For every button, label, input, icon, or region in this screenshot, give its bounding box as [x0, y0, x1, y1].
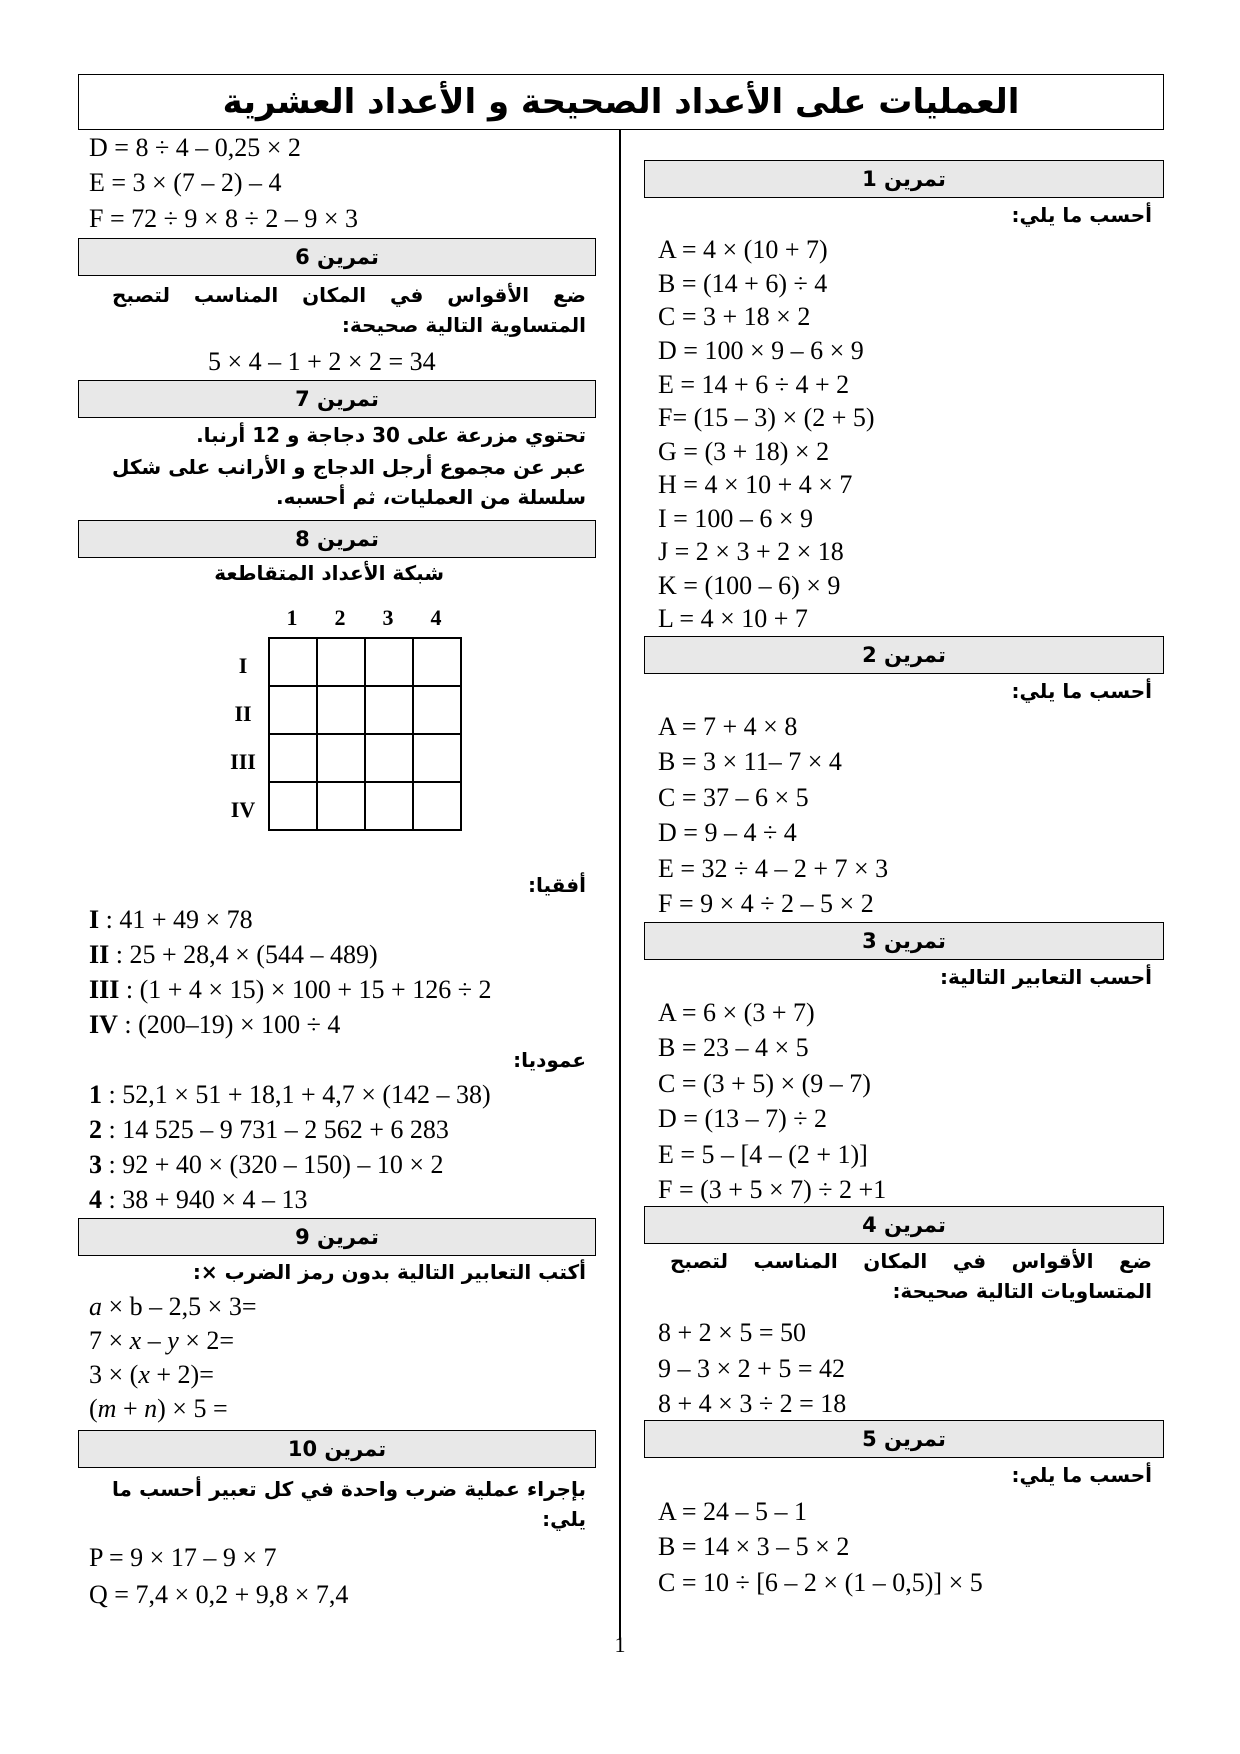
expr: + 2)= — [149, 1360, 214, 1389]
ex1-line-G: G = (3 + 18) × 2 — [658, 437, 830, 466]
grid-cell[interactable] — [413, 734, 461, 782]
grid-col-label-1: 1 — [286, 605, 298, 630]
grid-cell[interactable] — [269, 686, 317, 734]
exercise-8-header: تمرين 8 — [78, 520, 596, 558]
expr: + — [116, 1394, 145, 1423]
ex5-line-D: D = 8 ÷ 4 – 0,25 × 2 — [89, 133, 301, 162]
crossnumber-grid — [268, 637, 462, 831]
page-number: 1 — [614, 1632, 626, 1657]
clue-expression: : (1 + 4 × 15) × 100 + 15 + 126 ÷ 2 — [119, 975, 492, 1004]
ex1-line-A: A = 4 × (10 + 7) — [658, 235, 828, 264]
clue-expression: : 14 525 – 9 731 – 2 562 + 6 283 — [102, 1115, 449, 1144]
horizontal-clue-IV — [89, 1010, 340, 1040]
ex10-line-Q: Q = 7,4 × 0,2 + 9,8 × 7,4 — [89, 1580, 349, 1609]
clue-expression: : 25 + 28,4 × (544 – 489) — [109, 940, 378, 969]
clue-label: 1 — [89, 1080, 102, 1109]
grid-cell[interactable] — [365, 686, 413, 734]
ex1-line-F: F= (15 – 3) × (2 + 5) — [658, 403, 875, 432]
ex5-line-B: B = 14 × 3 – 5 × 2 — [658, 1532, 850, 1561]
exercise-7-text-2: عبر عن مجموع أرجل الدجاج و الأرانب على شكل سلسلة من العمليات، ثم أحسبه. — [112, 455, 586, 509]
ex2-line-B: B = 3 × 11– 7 × 4 — [658, 747, 842, 776]
grid-row — [269, 638, 461, 686]
ex5-line-A: A = 24 – 5 – 1 — [658, 1497, 808, 1526]
grid-cell[interactable] — [413, 686, 461, 734]
horizontal-clue-II — [89, 940, 378, 970]
exercise-4-instruction: ضع الأقواس في المكان المناسب لتصبح المتساويات التالية صحيحة: — [670, 1249, 1152, 1303]
ex2-line-D: D = 9 – 4 ÷ 4 — [658, 818, 797, 847]
clue-expression: : 52,1 × 51 + 18,1 + 4,7 × (142 – 38) — [102, 1080, 491, 1109]
clue-expression: : (200–19) × 100 ÷ 4 — [117, 1010, 341, 1039]
grid-row — [269, 782, 461, 830]
vertical-clue-4 — [89, 1185, 308, 1215]
var: a — [89, 1292, 102, 1321]
ex1-line-D: D = 100 × 9 – 6 × 9 — [658, 336, 864, 365]
clue-label: 3 — [89, 1150, 102, 1179]
exercise-10-header: تمرين 10 — [78, 1430, 596, 1468]
ex9-line-2 — [89, 1326, 234, 1356]
exercise-7-text-1: تحتوي مزرعة على 30 دجاجة و 12 أرنبا. — [196, 423, 586, 447]
ex1-line-J: J = 2 × 3 + 2 × 18 — [658, 537, 844, 566]
exercise-5-header: تمرين 5 — [644, 1420, 1164, 1458]
clue-label: II — [89, 940, 110, 969]
grid-col-label-2: 2 — [334, 605, 346, 630]
exercise-2-header: تمرين 2 — [644, 636, 1164, 674]
grid-row-label-III: III — [230, 749, 256, 774]
vertical-clue-2 — [89, 1115, 449, 1145]
expr: – — [141, 1326, 168, 1355]
exercise-7-header: تمرين 7 — [78, 380, 596, 418]
ex9-line-1 — [89, 1292, 257, 1322]
ex3-line-B: B = 23 – 4 × 5 — [658, 1033, 809, 1062]
exercise-9-instruction: أكتب التعابير التالية بدون رمز الضرب ×: — [192, 1260, 586, 1284]
ex4-line-3: 8 + 4 × 3 ÷ 2 = 18 — [658, 1389, 847, 1418]
ex5-line-F: F = 72 ÷ 9 × 8 ÷ 2 – 9 × 3 — [89, 204, 358, 233]
clue-label: I — [89, 905, 100, 934]
ex3-line-F: F = (3 + 5 × 7) ÷ 2 +1 — [658, 1175, 887, 1204]
exercise-1-header: تمرين 1 — [644, 160, 1164, 198]
grid-cell[interactable] — [317, 638, 365, 686]
exercise-6-header: تمرين 6 — [78, 238, 596, 276]
ex2-line-C: C = 37 – 6 × 5 — [658, 783, 809, 812]
grid-cell[interactable] — [317, 734, 365, 782]
ex1-line-C: C = 3 + 18 × 2 — [658, 302, 811, 331]
grid-cell[interactable] — [413, 782, 461, 830]
var: m — [97, 1394, 117, 1423]
grid-cell[interactable] — [317, 686, 365, 734]
exercise-5-instruction: أحسب ما يلي: — [1011, 1463, 1152, 1487]
ex4-line-1: 8 + 2 × 5 = 50 — [658, 1318, 806, 1347]
var: n — [144, 1394, 158, 1423]
ex1-line-L: L = 4 × 10 + 7 — [658, 604, 808, 633]
ex1-line-E: E = 14 + 6 ÷ 4 + 2 — [658, 370, 850, 399]
grid-row — [269, 734, 461, 782]
grid-cell[interactable] — [269, 782, 317, 830]
vertical-title: عموديا: — [513, 1048, 586, 1072]
ex1-line-B: B = (14 + 6) ÷ 4 — [658, 269, 828, 298]
clue-label: IV — [89, 1010, 118, 1039]
var: x — [129, 1326, 142, 1355]
ex3-line-A: A = 6 × (3 + 7) — [658, 998, 815, 1027]
ex1-line-H: H = 4 × 10 + 4 × 7 — [658, 470, 853, 499]
clue-expression: : 41 + 49 × 78 — [99, 905, 253, 934]
clue-label: 4 — [89, 1185, 102, 1214]
grid-cell[interactable] — [365, 782, 413, 830]
column-divider — [619, 130, 621, 1640]
clue-label: 2 — [89, 1115, 102, 1144]
ex2-line-A: A = 7 + 4 × 8 — [658, 712, 798, 741]
grid-cell[interactable] — [269, 734, 317, 782]
ex4-line-2: 9 – 3 × 2 + 5 = 42 — [658, 1354, 845, 1383]
grid-cell[interactable] — [413, 638, 461, 686]
clue-expression: : 38 + 940 × 4 – 13 — [102, 1185, 308, 1214]
grid-row-label-IV: IV — [230, 797, 256, 822]
ex5-line-E: E = 3 × (7 – 2) – 4 — [89, 168, 282, 197]
horizontal-clue-I — [89, 905, 253, 935]
ex9-line-3 — [89, 1360, 214, 1390]
grid-cell[interactable] — [365, 734, 413, 782]
exercise-1-instruction: أحسب ما يلي: — [1011, 203, 1152, 227]
exercise-6-instruction: ضع الأقواس في المكان المناسب لتصبح المتساوية التالية صحيحة: — [112, 283, 586, 337]
ex9-line-4 — [89, 1394, 228, 1424]
grid-col-label-4: 4 — [430, 605, 442, 630]
ex1-line-I: I = 100 – 6 × 9 — [658, 504, 813, 533]
expr: 3 × ( — [89, 1360, 139, 1389]
grid-cell[interactable] — [269, 638, 317, 686]
clue-expression: : 92 + 40 × (320 – 150) – 10 × 2 — [102, 1150, 444, 1179]
exercise-2-instruction: أحسب ما يلي: — [1011, 679, 1152, 703]
exercise-8-subtitle: شبكة الأعداد المتقاطعة — [214, 561, 444, 585]
var: y — [167, 1326, 179, 1355]
var: x — [138, 1360, 150, 1389]
ex2-line-E: E = 32 ÷ 4 – 2 + 7 × 3 — [658, 854, 889, 883]
expr: × b – 2,5 × 3= — [102, 1292, 257, 1321]
exercise-4-header: تمرين 4 — [644, 1206, 1164, 1244]
expr: ) × 5 = — [157, 1394, 228, 1423]
grid-row-label-II: II — [234, 701, 252, 726]
grid-row — [269, 686, 461, 734]
vertical-clue-1 — [89, 1080, 491, 1110]
clue-label: III — [89, 975, 120, 1004]
page-title: العمليات على الأعداد الصحيحة و الأعداد العشرية — [78, 74, 1164, 130]
ex3-line-D: D = (13 – 7) ÷ 2 — [658, 1104, 828, 1133]
ex5-line-C: C = 10 ÷ [6 – 2 × (1 – 0,5)] × 5 — [658, 1568, 983, 1597]
grid-cell[interactable] — [365, 638, 413, 686]
expr: × 2= — [178, 1326, 235, 1355]
grid-col-label-3: 3 — [382, 605, 394, 630]
expr: ( — [89, 1394, 98, 1423]
exercise-9-header: تمرين 9 — [78, 1218, 596, 1256]
ex1-line-K: K = (100 – 6) × 9 — [658, 571, 841, 600]
expr: 7 × — [89, 1326, 130, 1355]
grid-cell[interactable] — [317, 782, 365, 830]
ex3-line-E: E = 5 – [4 – (2 + 1)] — [658, 1140, 868, 1169]
ex6-equation: 5 × 4 – 1 + 2 × 2 = 34 — [208, 347, 436, 376]
exercise-10-instruction: بإجراء عملية ضرب واحدة في كل تعبير أحسب ما يلي: — [112, 1477, 586, 1531]
grid-row-label-I: I — [238, 653, 248, 678]
vertical-clue-3 — [89, 1150, 444, 1180]
horizontal-clue-III — [89, 975, 491, 1005]
exercise-3-instruction: أحسب التعابير التالية: — [939, 965, 1152, 989]
ex3-line-C: C = (3 + 5) × (9 – 7) — [658, 1069, 871, 1098]
exercise-3-header: تمرين 3 — [644, 922, 1164, 960]
ex2-line-F: F = 9 × 4 ÷ 2 – 5 × 2 — [658, 889, 874, 918]
ex10-line-P: P = 9 × 17 – 9 × 7 — [89, 1543, 277, 1572]
horizontal-title: أفقيا: — [527, 873, 586, 897]
